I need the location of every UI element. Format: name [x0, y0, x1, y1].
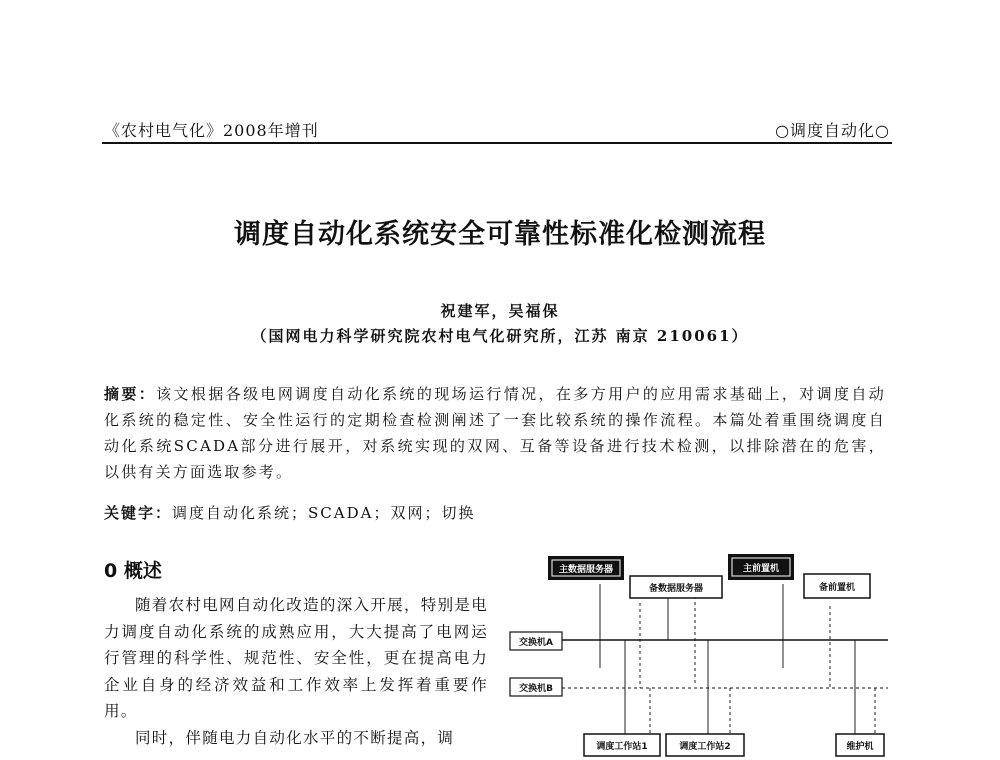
diagram-connections: [600, 584, 875, 734]
network-diagram: [500, 548, 890, 760]
workstation-2-box: [666, 734, 744, 756]
paragraph-2: 同时，伴随电力自动化水平的不断提高，调: [135, 728, 455, 747]
backup-data-server-label: 备数据服务器: [648, 584, 704, 594]
section-header: ○调度自动化○: [775, 121, 890, 140]
keywords: [104, 502, 475, 523]
abstract-label: 摘要：: [104, 385, 157, 403]
workstation-1-label: 调度工作站1: [596, 742, 648, 752]
body-text: [104, 592, 488, 751]
abstract-text: 该文根据各级电网调度自动化系统的现场运行情况，在多方用户的应用需求基础上，对调度自动化系统的稳定性、安全性运行的定期检查检测阐述了一套比较系统的操作流程。本篇处着重围绕调度自动化系统SCADA部分进行展开，对系统实现的双网、互备等设备进行技术检测，以排除潜在的危害，以供有关方面选取参考。: [104, 385, 887, 481]
header-divider: [102, 142, 892, 144]
backup-frontend-label: 备前置机: [818, 583, 856, 593]
main-data-server-box: [548, 556, 624, 580]
workstation-1-box: [584, 734, 660, 756]
section-heading: 0 概述: [104, 560, 162, 582]
switch-b-label: 交换机B: [519, 684, 553, 694]
main-frontend-box: [728, 554, 794, 580]
main-data-server-label: 主数据服务器: [558, 565, 614, 575]
journal-header: 《农村电气化》2008年增刊: [104, 121, 319, 140]
affiliation: （国网电力科学研究院农村电气化研究所，江苏 南京 210061）: [251, 327, 749, 345]
abstract: [104, 381, 886, 485]
paper-title: 调度自动化系统安全可靠性标准化检测流程: [234, 219, 766, 250]
keywords-label: 关键字：: [104, 504, 173, 522]
authors: 祝建军，吴福保: [440, 302, 560, 320]
main-frontend-label: 主前置机: [742, 564, 780, 574]
backup-data-server-box: [630, 576, 722, 598]
switch-a-box: [510, 632, 562, 650]
workstation-2-label: 调度工作站2: [679, 742, 731, 752]
keywords-text: 调度自动化系统；SCADA；双网；切换: [172, 504, 476, 522]
maintenance-label: 维护机: [846, 742, 874, 752]
backup-frontend-box: [804, 574, 870, 598]
switch-b-box: [510, 678, 562, 696]
paragraph-1: 随着农村电网自动化改造的深入开展，特别是电力调度自动化系统的成熟应用，大大提高了电网运行管理的科学性、规范性、安全性，更在提高电力企业自身的经济效益和工作效率上发挥着重要作用。: [104, 596, 488, 720]
switch-a-label: 交换机A: [519, 638, 553, 648]
maintenance-box: [836, 734, 884, 756]
